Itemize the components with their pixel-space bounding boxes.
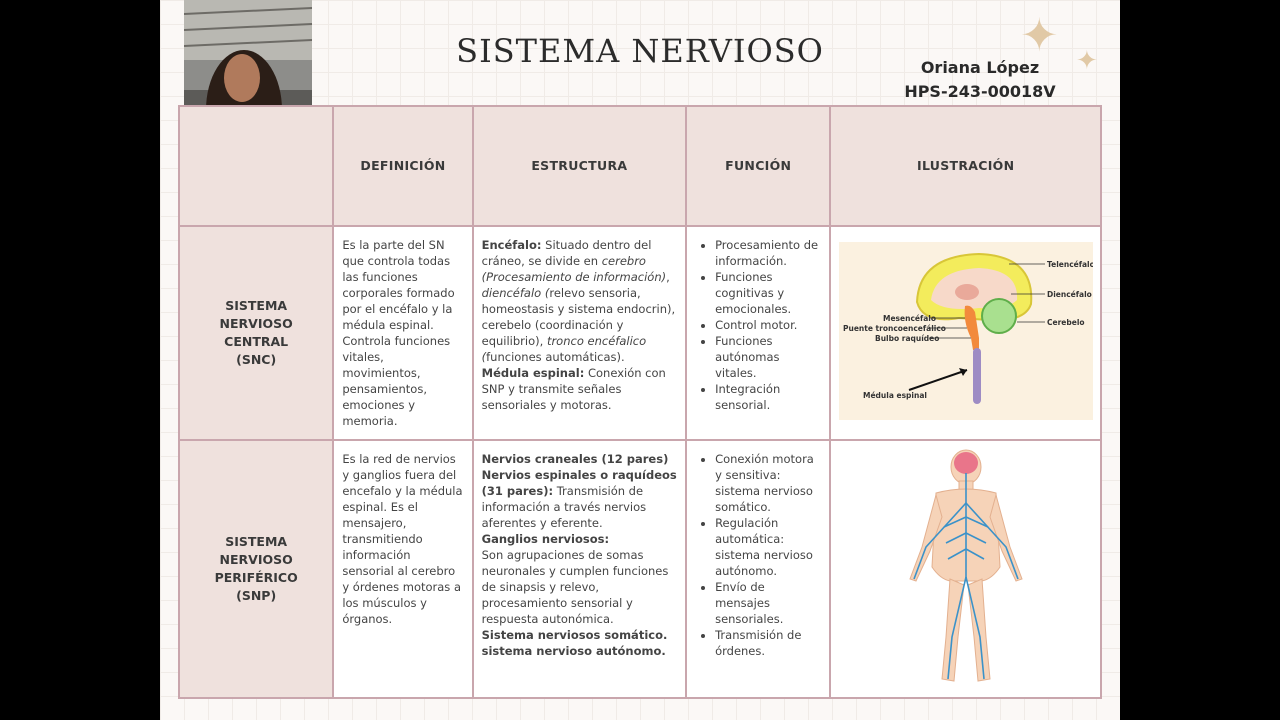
- structure-snc: [473, 226, 686, 440]
- header-estructura: ESTRUCTURA: [473, 106, 686, 226]
- list-item: • Control motor.: [715, 317, 821, 333]
- list-item: • Conexión motora y sensitiva: sistema nervioso somático.: [715, 451, 821, 515]
- structure-text: Son agrupaciones de somas neuronales y cumplen funciones de sinapsis y relevo, procesamiento sensorial y respuesta autonómica.: [481, 548, 669, 626]
- table-row-snc: [179, 226, 1101, 440]
- list-item: • Procesamiento de información.: [715, 237, 821, 269]
- structure-snp: [473, 440, 686, 698]
- structure-term: Médula espinal:: [481, 366, 585, 380]
- structure-term: Encéfalo:: [481, 238, 542, 252]
- header-corner: [179, 106, 333, 226]
- list-item: • Funciones cognitivas y emocionales.: [715, 269, 821, 317]
- list-item: • Envío de mensajes sensoriales.: [715, 579, 821, 627]
- sparkle-small-icon: ✦: [1076, 46, 1098, 76]
- table-row-snp: [179, 440, 1101, 698]
- structure-term: Nervios craneales (12 pares): [481, 452, 669, 466]
- structure-term: Sistema nerviosos somático.: [481, 628, 668, 642]
- header-definicion: DEFINICIÓN: [333, 106, 472, 226]
- page-title: SISTEMA NERVIOSO: [456, 32, 824, 70]
- structure-term: Ganglios nerviosos:: [481, 532, 610, 546]
- illustration-snp: [830, 440, 1101, 698]
- definition-snc: Es la parte del SN que controla todas las funciones corporales formado por el encéfalo y la médula espinal. Controla funciones vitales, movimientos, pensamientos, emociones y memoria.: [333, 226, 472, 440]
- label-medula: Médula espinal: [862, 391, 927, 400]
- list-item: • Integración sensorial.: [715, 381, 821, 413]
- list-item: • Funciones autónomas vitales.: [715, 333, 821, 381]
- structure-term: Nervios espinales o raquídeos (31 pares):: [481, 468, 677, 498]
- author-id: HPS-243-00018V: [904, 82, 1056, 101]
- structure-italic: diencéfalo (: [481, 286, 550, 300]
- nervous-system-table: [178, 105, 1102, 699]
- author-name: Oriana López: [920, 58, 1040, 77]
- header-ilustracion: ILUSTRACIÓN: [830, 106, 1101, 226]
- label-telencefalo: Telencéfalo: [1046, 260, 1093, 269]
- structure-text: ,: [666, 270, 670, 284]
- label-diencefalo: Diencéfalo: [1046, 290, 1092, 299]
- list-item: • Transmisión de órdenes.: [715, 627, 821, 659]
- structure-text: funciones automáticas).: [486, 350, 625, 364]
- label-puente: Puente troncoencefálico: [842, 324, 946, 333]
- author-block: [902, 56, 1058, 104]
- row-label-snc: SISTEMA NERVIOSO CENTRAL (SNC): [179, 226, 333, 440]
- structure-italic: cerebro (Procesamiento de información): [481, 254, 667, 284]
- row-label-snp: SISTEMA NERVIOSO PERIFÉRICO (SNP): [179, 440, 333, 698]
- label-mesencefalo: Mesencéfalo: [882, 314, 936, 323]
- structure-text: Transmisión de información a través nervios aferentes y eferente.: [481, 484, 647, 530]
- structure-term: sistema nervioso autónomo.: [481, 644, 666, 658]
- structure-text: Conexión con SNP y transmite señales sensoriales y motoras.: [481, 366, 666, 412]
- list-item: • Regulación automática: sistema nervioso autónomo.: [715, 515, 821, 579]
- structure-text: relevo sensoria, homeostasis y sistema endocrin), cerebelo (coordinación y equilibrio),: [481, 286, 676, 348]
- label-bulbo: Bulbo raquídeo: [874, 334, 940, 343]
- function-snc: [686, 226, 830, 440]
- slide: [160, 0, 1120, 720]
- structure-text: Situado dentro del cráneo, se divide en: [481, 238, 652, 268]
- brain-diagram: [839, 242, 1093, 420]
- function-snp: [686, 440, 830, 698]
- definition-snp: Es la red de nervios y ganglios fuera del encefalo y la médula espinal. Es el mensajero, transmitiendo información sensorial al cerebro y órdenes motoras a los músculos y órganos.: [333, 440, 472, 698]
- header-funcion: FUNCIÓN: [686, 106, 830, 226]
- label-cerebelo: Cerebelo: [1046, 318, 1085, 327]
- body-nerves-diagram: [896, 447, 1036, 687]
- sparkle-icon: ✦: [1020, 8, 1059, 62]
- structure-italic: tronco encéfalico (: [481, 334, 647, 364]
- illustration-snc: [830, 226, 1101, 440]
- table-header-row: [179, 106, 1101, 226]
